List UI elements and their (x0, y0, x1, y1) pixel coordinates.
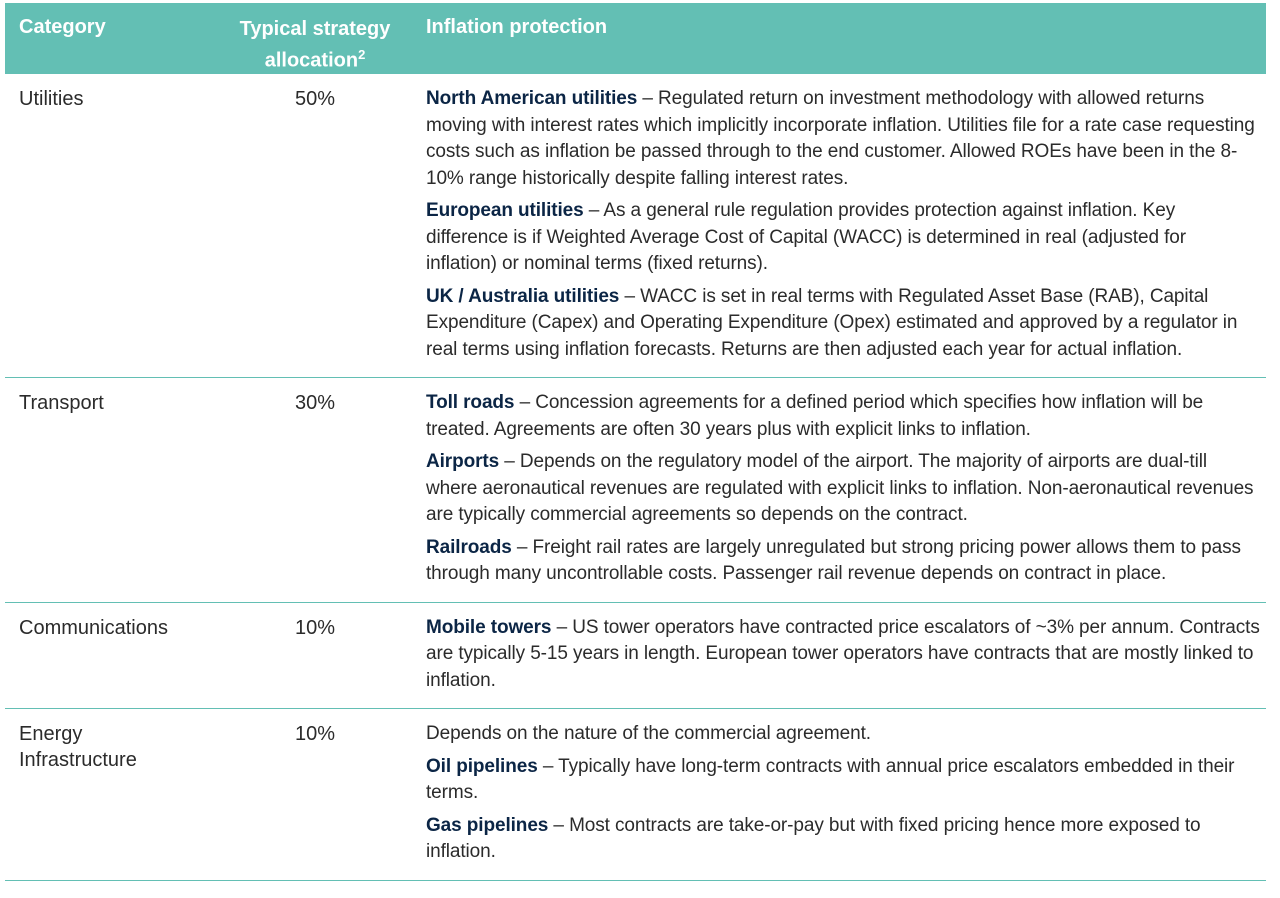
paragraph-title: European utilities (426, 200, 584, 221)
header-allocation-label: Typical strategy allocation (239, 18, 391, 72)
paragraph-title: Gas pipelines (426, 814, 549, 836)
description-paragraph (426, 284, 1261, 364)
row-category: Utilities (19, 88, 84, 110)
paragraph-text: – Concession agreements for a defined period which specifies how inflation will be treated. Agreements are often 30 years plus with explicit links to inflation. (426, 392, 1204, 440)
paragraph-text: – US tower operators have contracted price escalators of ~3% per annum. Contracts are typically 5-15 years in length. European tower operators have contracts that are mostly linked to inflation. (426, 616, 1260, 691)
description-paragraph (426, 86, 1261, 192)
inflation-protection-table (5, 3, 1266, 881)
row-allocation: 30% (294, 392, 336, 414)
paragraph-text: – WACC is set in real terms with Regulated Asset Base (RAB), Capital Expenditure (Capex) and Operating Expenditure (Opex) estimated and approved by a regulator in real terms using inflation forecasts. Returns are then adjusted each year for actual inflation. (426, 285, 1238, 360)
row-allocation: 50% (294, 88, 336, 110)
row-allocation: 10% (294, 616, 336, 639)
table-row (5, 74, 1266, 378)
header-category: Category (19, 16, 106, 38)
footnote-marker: 2 (358, 47, 366, 62)
header-allocation (230, 16, 400, 74)
row-category: Energy Infrastructure (19, 723, 137, 771)
paragraph-title: Mobile towers (426, 616, 552, 638)
header-protection: Inflation protection (426, 16, 608, 38)
table-row (5, 709, 1266, 881)
paragraph-text: – As a general rule regulation provides protection against inflation. Key difference is if Weighted Average Cost of Capital (WACC) is determined in real (adjusted for inflation) or nominal terms (fixed returns). (426, 200, 1186, 274)
row-description (426, 603, 1261, 709)
row-allocation: 10% (294, 723, 336, 745)
description-paragraph (426, 721, 1261, 748)
paragraph-text: – Typically have long-term contracts with annual price escalators embedded in their terms. (426, 755, 1235, 803)
row-category: Communications (19, 616, 168, 639)
paragraph-title: North American utilities (426, 88, 638, 109)
description-paragraph (426, 535, 1261, 588)
row-description (426, 378, 1261, 602)
table-row (5, 378, 1266, 603)
paragraph-title: Oil pipelines (426, 755, 538, 777)
table-header (5, 3, 1266, 74)
table-row (5, 603, 1266, 710)
description-paragraph (426, 615, 1261, 695)
paragraph-text: – Most contracts are take-or-pay but with fixed pricing hence more exposed to inflation. (426, 814, 1201, 862)
row-category: Transport (19, 392, 104, 414)
description-paragraph (426, 754, 1261, 807)
paragraph-title: Airports (426, 451, 500, 472)
row-description (426, 709, 1261, 880)
paragraph-text: – Depends on the regulatory model of the airport. The majority of airports are dual-till where aeronautical revenues are regulated with explicit links to inflation. Non-aeronautical revenues are typically commercial agreements so depends on the contract. (426, 451, 1254, 525)
description-paragraph (426, 198, 1261, 278)
paragraph-text: – Freight rail rates are largely unregulated but strong pricing power allows them to pass through many uncontrollable costs. Passenger rail revenue depends on contract in place. (426, 536, 1241, 584)
paragraph-text: – Regulated return on investment methodology with allowed returns moving with interest rates which implicitly incorporate inflation. Utilities file for a rate case requesting costs such as inflation be passed through to the end customer. Allowed ROEs have been in the 8-10% range historically despite falling interest rates. (426, 88, 1255, 189)
description-paragraph (426, 390, 1261, 443)
description-paragraph (426, 813, 1261, 866)
description-paragraph (426, 449, 1261, 529)
paragraph-text: Depends on the nature of the commercial agreement. (426, 723, 871, 744)
paragraph-title: Railroads (426, 536, 512, 558)
paragraph-title: UK / Australia utilities (426, 285, 620, 307)
paragraph-title: Toll roads (426, 392, 515, 413)
row-description (426, 74, 1261, 377)
